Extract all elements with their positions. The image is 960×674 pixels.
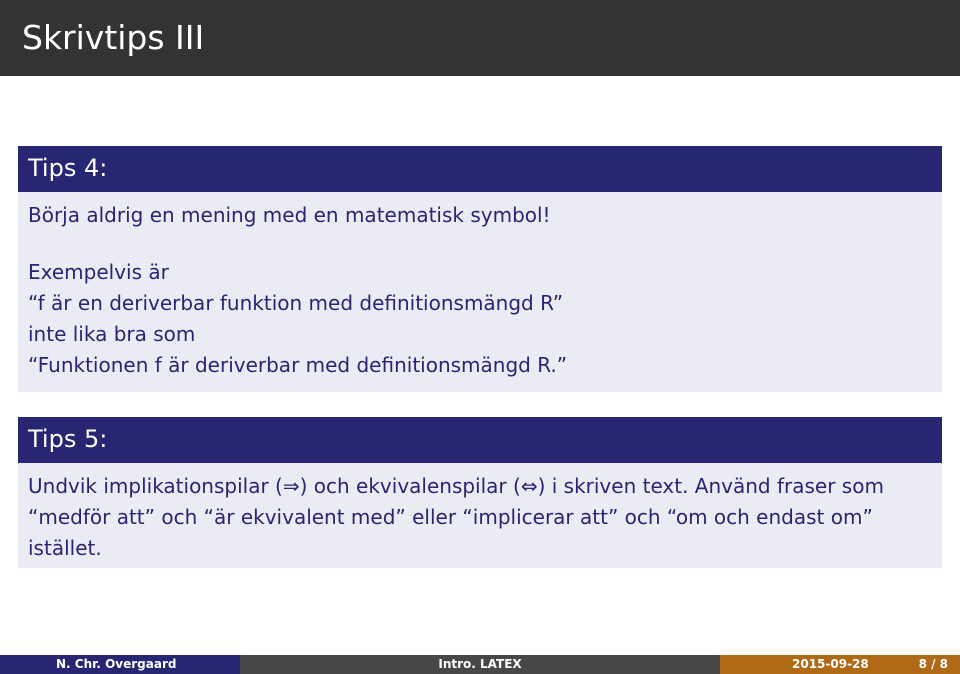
footer-date-section	[720, 655, 960, 674]
tips4-body	[18, 192, 942, 392]
tips5-block	[18, 417, 942, 568]
footer-author: N. Chr. Overgaard	[0, 655, 240, 674]
tips5-text: Undvik implikationspilar (⇒) och ekvivalenspilar (⇔) i skriven text. Använd fraser som “medför att” och “är ekvivalent med” eller “implicerar att” och “om och endast om” istället.	[28, 474, 884, 560]
tips5-header: Tips 5:	[18, 417, 942, 463]
tips4-line3: “f är en deriverbar funktion med definitionsmängd R”	[28, 291, 564, 315]
tips4-block	[18, 146, 942, 392]
frame-title: Skrivtips III	[22, 18, 205, 57]
footer	[0, 655, 960, 674]
tips4-line5: “Funktionen f är deriverbar med definitionsmängd R.”	[28, 353, 568, 377]
frame-titlebar	[0, 0, 960, 76]
tips4-line4: inte lika bra som	[28, 322, 196, 346]
footer-date: 2015-09-28	[792, 657, 869, 671]
tips4-header: Tips 4:	[18, 146, 942, 192]
tips4-line2: Exempelvis är	[28, 260, 169, 284]
tips4-line1: Börja aldrig en mening med en matematisk symbol!	[28, 203, 551, 227]
footer-title: Intro. LATEX	[240, 655, 720, 674]
tips5-body	[18, 463, 942, 568]
footer-page-count: 8 / 8	[918, 657, 948, 671]
